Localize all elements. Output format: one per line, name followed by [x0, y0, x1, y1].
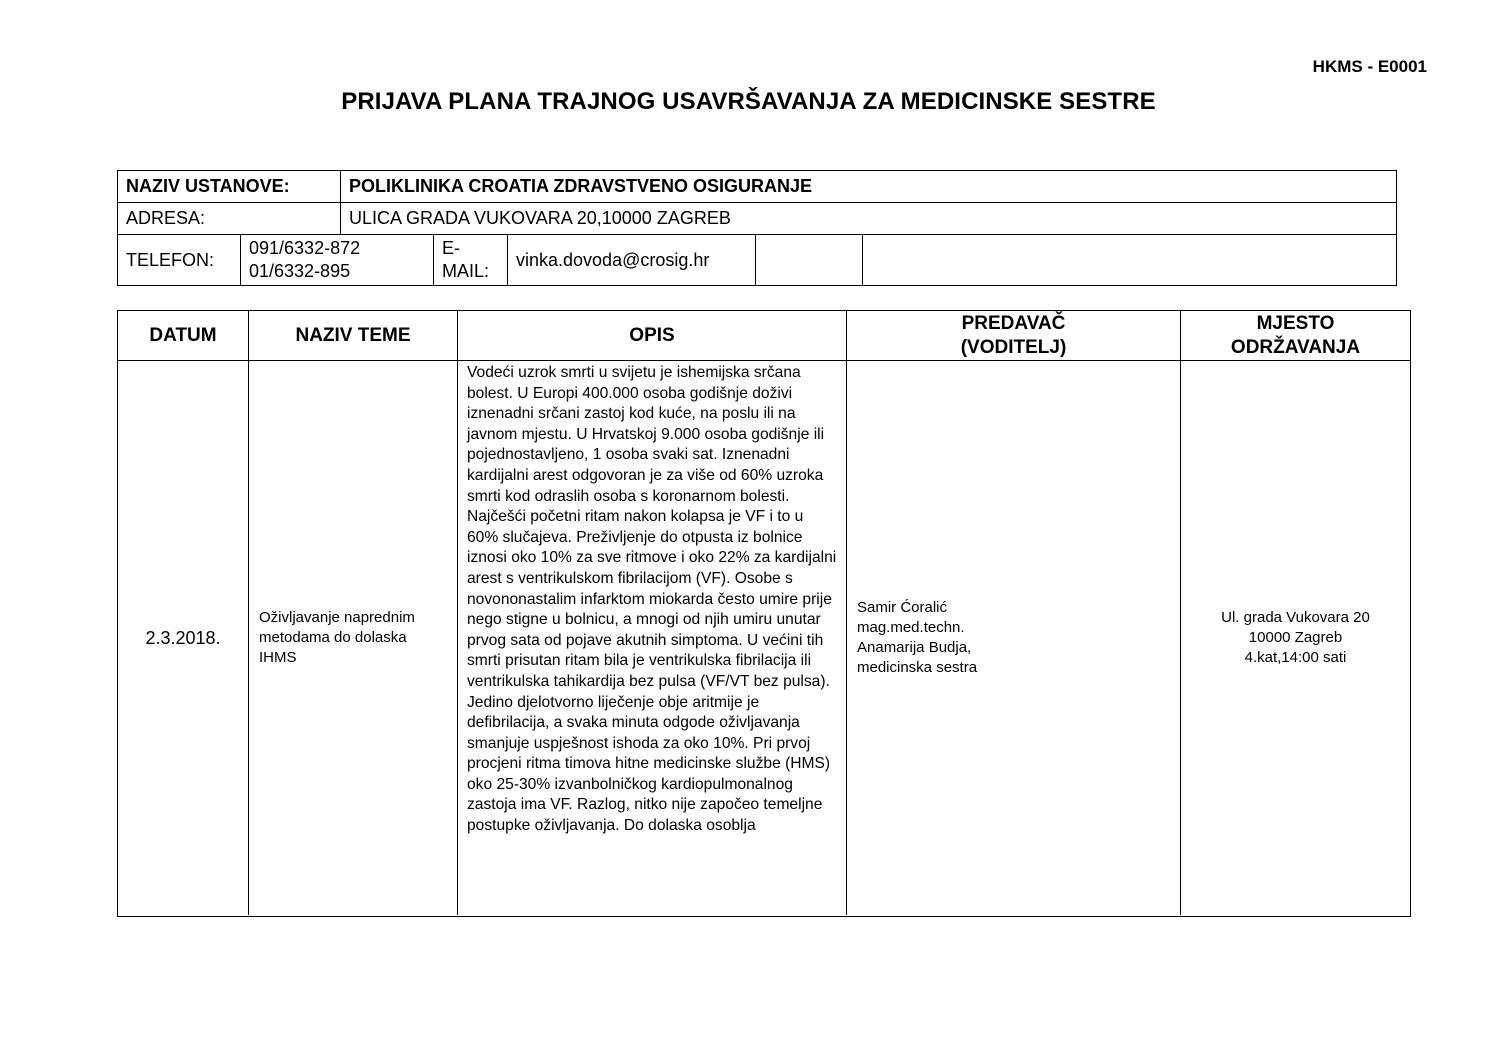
email-label: [434, 235, 508, 285]
tema-line-3: IHMS: [259, 649, 297, 666]
plan-header-row: [118, 311, 1410, 361]
phone-values: [241, 235, 434, 285]
header-mjesto-line-1: MJESTO: [1256, 312, 1335, 334]
tema-line-1: Oživljavanje naprednim: [259, 609, 415, 626]
header-predavac-line-1: PREDAVAČ: [961, 312, 1066, 334]
plan-table: [117, 310, 1411, 917]
predavac-line-4: medicinska sestra: [857, 659, 978, 676]
address-value: ULICA GRADA VUKOVARA 20,10000 ZAGREB: [349, 208, 731, 228]
header-opis: [458, 311, 847, 360]
header-naziv-teme: [249, 311, 458, 360]
institution-name-value: POLIKLINIKA CROATIA ZDRAVSTVENO OSIGURANJE: [349, 176, 813, 196]
institution-address-row: [118, 203, 1396, 235]
header-opis-text: OPIS: [629, 324, 675, 346]
row-predavac: [847, 361, 1181, 915]
header-mjesto-line-2: ODRŽAVANJA: [1230, 336, 1361, 358]
institution-contact-row: [118, 235, 1396, 285]
email-label-line-2: MAIL:: [442, 261, 490, 281]
predavac-line-1: Samir Ćoralić: [857, 599, 948, 616]
email-label-line-1: E-: [442, 238, 460, 258]
form-code: HKMS - E0001: [1312, 57, 1427, 76]
phone-label: TELEFON:: [118, 235, 241, 285]
header-naziv-teme-text: NAZIV TEME: [295, 324, 411, 346]
email-value: vinka.dovoda@crosig.hr: [508, 235, 756, 285]
header-datum-text: DATUM: [149, 324, 217, 346]
mjesto-line-1: Ul. grada Vukovara 20: [1221, 609, 1370, 626]
plan-row: [118, 361, 1410, 915]
mjesto-line-2: 10000 Zagreb: [1248, 629, 1343, 646]
header-predavac: [847, 311, 1181, 360]
phone-1: 091/6332-872: [249, 238, 361, 258]
mjesto-line-3: 4.kat,14:00 sati: [1244, 649, 1347, 666]
institution-table: [117, 170, 1397, 286]
institution-name-label: NAZIV USTANOVE:: [118, 171, 341, 202]
page-title: PRIJAVA PLANA TRAJNOG USAVRŠAVANJA ZA MEDICINSKE SESTRE: [341, 88, 1156, 115]
row-mjesto: [1181, 361, 1410, 915]
row-naziv-teme: [249, 361, 458, 915]
institution-name-row: [118, 171, 1396, 203]
header-datum: [118, 311, 249, 360]
row-datum: 2.3.2018.: [118, 361, 249, 915]
empty-cell-1: [756, 235, 863, 285]
predavac-line-2: mag.med.techn.: [857, 619, 965, 636]
address-label: ADRESA:: [118, 203, 341, 234]
empty-cell-2: [863, 235, 1396, 285]
header-mjesto: [1181, 311, 1410, 360]
phone-2: 01/6332-895: [249, 261, 351, 281]
header-predavac-line-2: (VODITELJ): [960, 336, 1067, 358]
row-opis: Vodeći uzrok smrti u svijetu je ishemijska srčana bolest. U Europi 400.000 osoba godišnje doživi iznenadni srčani zastoj kod kuće, na poslu ili na javnom mjestu. U Hrvatskoj 9.000 osoba godišnje ili pojednostavljeno, 1 osoba svaki sat. Iznenadni kardijalni arest odgovoran je za više od 60% uzroka smrti kod odraslih osoba s koronarnom bolesti. Najčešći početni ritam nakon kolapsa je VF i to u 60% slučajeva. Preživljenje do otpusta iz bolnice iznosi oko 10% za sve ritmove i oko 22% za kardijalni arest s ventrikulskom fibrilacijom (VF). Osobe s novononastalim infarktom miokarda često umire prije nego stigne u bolnicu, a mnogi od njih umiru unutar prvog sata od pojave akutnih simptoma. U većini tih smrti prisutan ritam bila je ventrikulska fibrilacija ili ventrikulska tahikardija bez pulsa (VF/VT bez pulsa). Jedino djelotvorno liječenje obje aritmije je defibrilacija, a svaka minuta odgode oživljavanja smanjuje uspješnost ishoda za oko 10%. Pri prvoj procjeni ritma timova hitne medicinske službe (HMS) oko 25-30% izvanbolničkog kardiopulmonalnog zastoja ima VF. Razlog, nitko nije započeo temeljne postupke oživljavanja. Do dolaska osoblja: [458, 361, 847, 915]
tema-line-2: metodama do dolaska: [259, 629, 407, 646]
predavac-line-3: Anamarija Budja,: [857, 639, 972, 656]
